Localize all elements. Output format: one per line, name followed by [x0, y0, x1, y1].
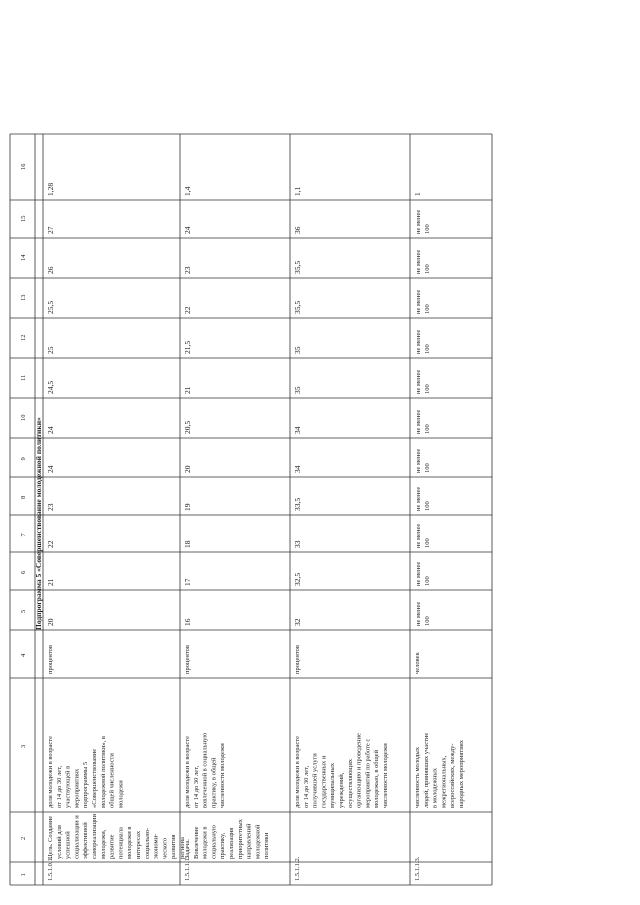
value-cell: 33,5	[293, 497, 302, 511]
indicator-text-line: от 14 до 30 лет,	[302, 765, 310, 808]
value-cell: 20	[183, 465, 192, 473]
column-number: 7	[20, 533, 27, 537]
value-cell: 24	[46, 465, 55, 473]
goal-text-line: Вовлечение	[192, 826, 200, 859]
value-cell: 35,5	[293, 260, 302, 274]
value-cell: 22	[46, 540, 55, 548]
goal-text-line: Цель. Создание	[47, 815, 54, 859]
indicator-text-line: численности молодежи	[382, 743, 389, 808]
goal-text-line: самореализации	[91, 814, 98, 859]
value-cell: 17	[183, 578, 192, 586]
indicator-text-line: молодежной политики», в	[99, 736, 107, 808]
value-cell: 16	[183, 618, 192, 626]
indicator-text-line: молодежи	[117, 780, 125, 808]
row-code: 1.5.1.1.2.	[294, 856, 301, 881]
indicator-text-line: доля молодежи в возрасте	[47, 736, 54, 808]
goal-text-line: молодежи в	[201, 826, 209, 859]
indicator-text-line: межрегиональных,	[440, 755, 448, 808]
indicator-text-line: получившей услуги	[311, 753, 319, 808]
value-cell-line2: 100	[424, 424, 431, 434]
value-cell: 20,5	[183, 420, 192, 434]
value-cell: 24	[46, 426, 55, 434]
goal-text-line: развития	[170, 834, 178, 859]
value-cell-line1: не менее	[415, 249, 422, 274]
indicator-text-line: государственных и	[320, 755, 328, 808]
value-cell-line2: 100	[424, 264, 431, 274]
indicator-text-line: муниципальных	[329, 762, 337, 808]
column-number-header	[20, 163, 27, 877]
goal-text-line: экономи-	[152, 833, 160, 859]
value-cell: 21,5	[183, 340, 192, 354]
indicator-text-line: практику, в общей	[210, 757, 218, 808]
goal-text-line: региона	[179, 837, 186, 859]
value-cell-line1: не менее	[415, 523, 422, 548]
goal-text-line: социально-	[143, 827, 151, 859]
column-number: 2	[20, 836, 27, 840]
value-cell-line2: 100	[424, 384, 431, 394]
value-cell: 36	[293, 226, 302, 234]
row-code: 1.5.1.1.1.	[184, 856, 191, 881]
indicator-text-line: доля молодежи в возрасте	[294, 736, 301, 808]
goal-text-line: молодежи в	[126, 826, 134, 859]
value-cell: 32,5	[293, 572, 302, 586]
value-cell-line1: не менее	[415, 486, 422, 511]
value-cell-line2: 100	[424, 616, 431, 626]
indicator-text-line: мероприятиях	[73, 768, 81, 808]
indicator-text-line: от 14 до 30 лет,	[192, 765, 200, 808]
goal-text-line: практику,	[219, 832, 227, 859]
value-cell: 20	[46, 618, 55, 626]
row-code: 1.5.1.0.1.	[47, 856, 54, 881]
goal-text-line: молодежи,	[99, 829, 107, 859]
value-cell: 33	[293, 540, 302, 548]
value-cell: 19	[183, 503, 192, 511]
value-cell: 23	[46, 503, 55, 511]
table-row	[293, 186, 389, 881]
goal-text-line: Задача.	[184, 839, 191, 859]
value-cell-line1: не менее	[415, 209, 422, 234]
column-number: 14	[20, 254, 27, 261]
value-cell-line2: 100	[424, 304, 431, 314]
value-cell: 26	[46, 266, 55, 274]
value-cell: 35,5	[293, 300, 302, 314]
value-cell: 25	[46, 346, 55, 354]
indicator-text-line: общей численности	[108, 753, 116, 808]
table-row	[46, 183, 186, 881]
unit-of-measure: человек	[414, 652, 421, 674]
value-cell: 32	[293, 618, 302, 626]
value-cell: 27	[46, 226, 55, 234]
unit-of-measure: процентов	[184, 645, 191, 674]
goal-text-line: реализация	[228, 827, 235, 859]
indicator-text-line: подпрограммы 5	[82, 761, 90, 808]
value-cell-line1: не менее	[415, 601, 422, 626]
indicator-text-line: участвующей в	[64, 765, 72, 808]
goal-text-line: приоритетных	[236, 819, 244, 859]
goal-text-line: социализации и	[73, 815, 81, 859]
goal-text-line: успешной	[64, 831, 72, 859]
goal-text-line: направлений	[245, 823, 253, 859]
indicator-text-line: доля молодежи в возрасте	[184, 736, 191, 808]
goal-text-line: интересах	[135, 830, 142, 859]
subprogram-title: Подпрограмма 5 «Совершенствование молодежной политики»	[34, 417, 43, 630]
column-number: 13	[20, 294, 27, 301]
goal-text-line: ческого	[161, 837, 169, 859]
final-value-cell: 1,4	[183, 186, 192, 196]
final-value-cell: 1,1	[293, 186, 302, 196]
value-cell: 35	[293, 346, 302, 354]
indicator-text-line: вовлеченной в социальную	[201, 732, 209, 808]
goal-text-line: эффективной	[82, 822, 90, 859]
indicator-text-line: людей, принявших участие	[422, 732, 430, 808]
indicator-text-line: численности молодежи	[219, 743, 227, 808]
unit-of-measure: процентов	[294, 645, 301, 674]
table-row	[413, 192, 465, 881]
value-cell-line2: 100	[424, 501, 431, 511]
final-value-cell: 1,28	[46, 182, 55, 196]
value-cell-line1: не менее	[415, 448, 422, 473]
indicator-text-line: народных мероприятиях	[458, 740, 465, 808]
goal-text-line: молодежной	[254, 824, 262, 859]
column-number: 16	[20, 163, 27, 170]
value-cell-line1: не менее	[415, 409, 422, 434]
value-cell-line1: не менее	[415, 369, 422, 394]
value-cell-line1: не менее	[415, 329, 422, 354]
table-row	[183, 186, 270, 881]
value-cell-line2: 100	[424, 224, 431, 234]
value-cell-line2: 100	[424, 538, 431, 548]
value-cell-line1: не менее	[415, 289, 422, 314]
indicator-text-line: всероссийских, между-	[449, 743, 457, 808]
value-cell: 18	[183, 540, 192, 548]
indicator-text-line: в молодежных	[431, 767, 439, 808]
value-cell: 23	[183, 266, 192, 274]
goal-text-line: политики	[263, 832, 271, 859]
value-cell: 21	[46, 578, 55, 586]
value-cell: 24,5	[46, 380, 55, 394]
row-code: 1.5.1.1.3.	[414, 856, 421, 881]
value-cell-line2: 100	[424, 463, 431, 473]
column-number: 15	[20, 215, 27, 222]
goal-text-line: развитие	[108, 834, 116, 859]
indicator-text-line: молодежью, в общей	[373, 750, 381, 808]
column-number: 9	[20, 457, 27, 461]
value-cell: 34	[293, 465, 302, 473]
value-cell: 24	[183, 226, 192, 234]
column-number: 4	[20, 653, 27, 657]
goal-text-line: потенциала	[117, 827, 125, 859]
indicator-text-line: мероприятий по работе с	[364, 738, 372, 808]
indicator-text-line: организацию и проведение	[355, 733, 363, 808]
indicator-text-line: численность молодых	[414, 747, 421, 808]
indicator-text-line: от 14 до 30 лет,	[55, 765, 63, 808]
value-cell: 22	[183, 306, 192, 314]
final-value-cell: 1	[413, 192, 422, 196]
value-cell: 21	[183, 386, 192, 394]
column-number: 10	[20, 414, 27, 421]
table-rows	[46, 183, 465, 881]
column-number: 1	[20, 873, 27, 877]
indicator-text-line: учреждений,	[338, 772, 345, 808]
unit-of-measure: процентов	[47, 645, 54, 674]
column-number: 3	[20, 744, 27, 748]
indicator-text-line: осуществляющих	[346, 758, 354, 808]
value-cell-line1: не менее	[415, 561, 422, 586]
column-number: 6	[20, 570, 27, 574]
value-cell-line2: 100	[424, 344, 431, 354]
value-cell: 25,5	[46, 300, 55, 314]
value-cell-line2: 100	[424, 576, 431, 586]
goal-text-line: социальную	[210, 825, 218, 859]
column-number: 8	[20, 495, 27, 499]
column-number: 12	[20, 334, 27, 341]
value-cell: 34	[293, 426, 302, 434]
column-number: 11	[20, 374, 27, 381]
goal-text-line: условий для	[55, 825, 63, 859]
value-cell: 35	[293, 386, 302, 394]
column-number: 5	[20, 609, 27, 613]
indicator-text-line: «Совершенствование	[91, 748, 98, 808]
